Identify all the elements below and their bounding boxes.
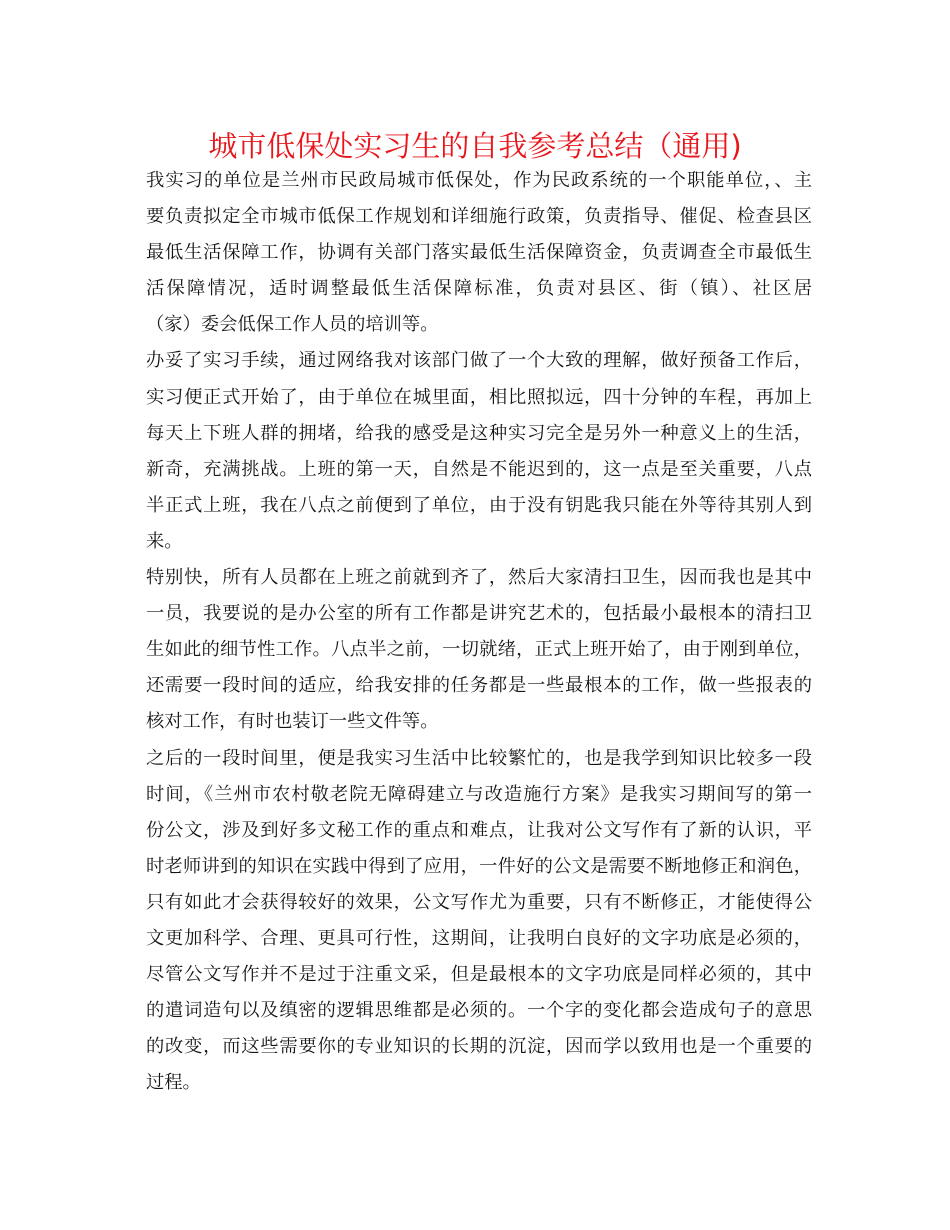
document-title: 城市低保处实习生的自我参考总结（通用) xyxy=(208,129,742,163)
text-line: 生如此的细节性工作。八点半之前，一切就绪，正式上班开始了，由于刚到单位， xyxy=(146,639,812,661)
paragraph-1 xyxy=(146,163,812,343)
text-line: 只有如此才会获得较好的效果，公文写作尤为重要，只有不断修正，才能使得公 xyxy=(146,891,812,913)
text-line: 尽管公文写作并不是过于注重文采，但是最根本的文字功底是同样必须的，其中 xyxy=(146,964,812,986)
text-line: 要负责拟定全市城市低保工作规划和详细施行政策，负责指导、催促、检查县区 xyxy=(146,206,812,228)
text-line: 实习便正式开始了，由于单位在城里面，相比照拟远，四十分钟的车程，再加上 xyxy=(146,386,812,408)
text-line: 半正式上班，我在八点之前便到了单位，由于没有钥匙我只能在外等待其别人到 xyxy=(146,494,812,516)
text-line: 核对工作，有时也装订一些文件等。 xyxy=(146,711,439,733)
text-line: 份公文，涉及到好多文秘工作的重点和难点，让我对公文写作有了新的认识，平 xyxy=(146,819,812,841)
text-line: 还需要一段时间的适应，给我安排的任务都是一些最根本的工作，做一些报表的 xyxy=(146,675,812,697)
paragraph-2 xyxy=(146,343,812,560)
text-line: 新奇，充满挑战。上班的第一天，自然是不能迟到的，这一点是至关重要，八点 xyxy=(146,458,812,480)
text-line: 之后的一段时间里，便是我实习生活中比较繁忙的，也是我学到知识比较多一段 xyxy=(146,747,812,769)
text-line: 文更加科学、合理、更具可行性，这期间，让我明白良好的文字功底是必须的， xyxy=(146,927,812,949)
paragraph-4 xyxy=(146,741,812,1102)
text-line: 一员，我要说的是办公室的所有工作都是讲究艺术的，包括最小最根本的清扫卫 xyxy=(146,603,812,625)
text-line: 时老师讲到的知识在实践中得到了应用，一件好的公文是需要不断地修正和润色， xyxy=(146,855,812,877)
text-line: 每天上下班人群的拥堵，给我的感受是这种实习完全是另外一种意义上的生活， xyxy=(146,422,812,444)
text-line: 活保障情况，适时调整最低生活保障标准，负责对县区、街（镇）、社区居 xyxy=(146,278,812,300)
text-line: 特别快，所有人员都在上班之前就到齐了，然后大家清扫卫生，因而我也是其中 xyxy=(146,567,812,589)
text-line: 时间，《兰州市农村敬老院无障碍建立与改造施行方案》是我实习期间写的第一 xyxy=(146,783,812,805)
text-line: 我实习的单位是兰州市民政局城市低保处，作为民政系统的一个职能单位，、主 xyxy=(146,170,812,191)
text-line: 来。 xyxy=(146,530,183,552)
text-line: 的遣词造句以及缜密的逻辑思维都是必须的。一个字的变化都会造成句子的意思 xyxy=(146,1000,812,1022)
text-line: 的改变，而这些需要你的专业知识的长期的沉淀，因而学以致用也是一个重要的 xyxy=(146,1036,812,1058)
paragraph-3 xyxy=(146,560,812,740)
text-line: 最低生活保障工作，协调有关部门落实最低生活保障资金，负责调查全市最低生 xyxy=(146,242,812,264)
document-body xyxy=(146,163,812,1101)
text-line: 过程。 xyxy=(146,1072,201,1094)
text-line: 办妥了实习手续，通过网络我对该部门做了一个大致的理解，做好预备工作后， xyxy=(146,350,812,372)
text-line: （家）委会低保工作人员的培训等。 xyxy=(146,314,439,336)
